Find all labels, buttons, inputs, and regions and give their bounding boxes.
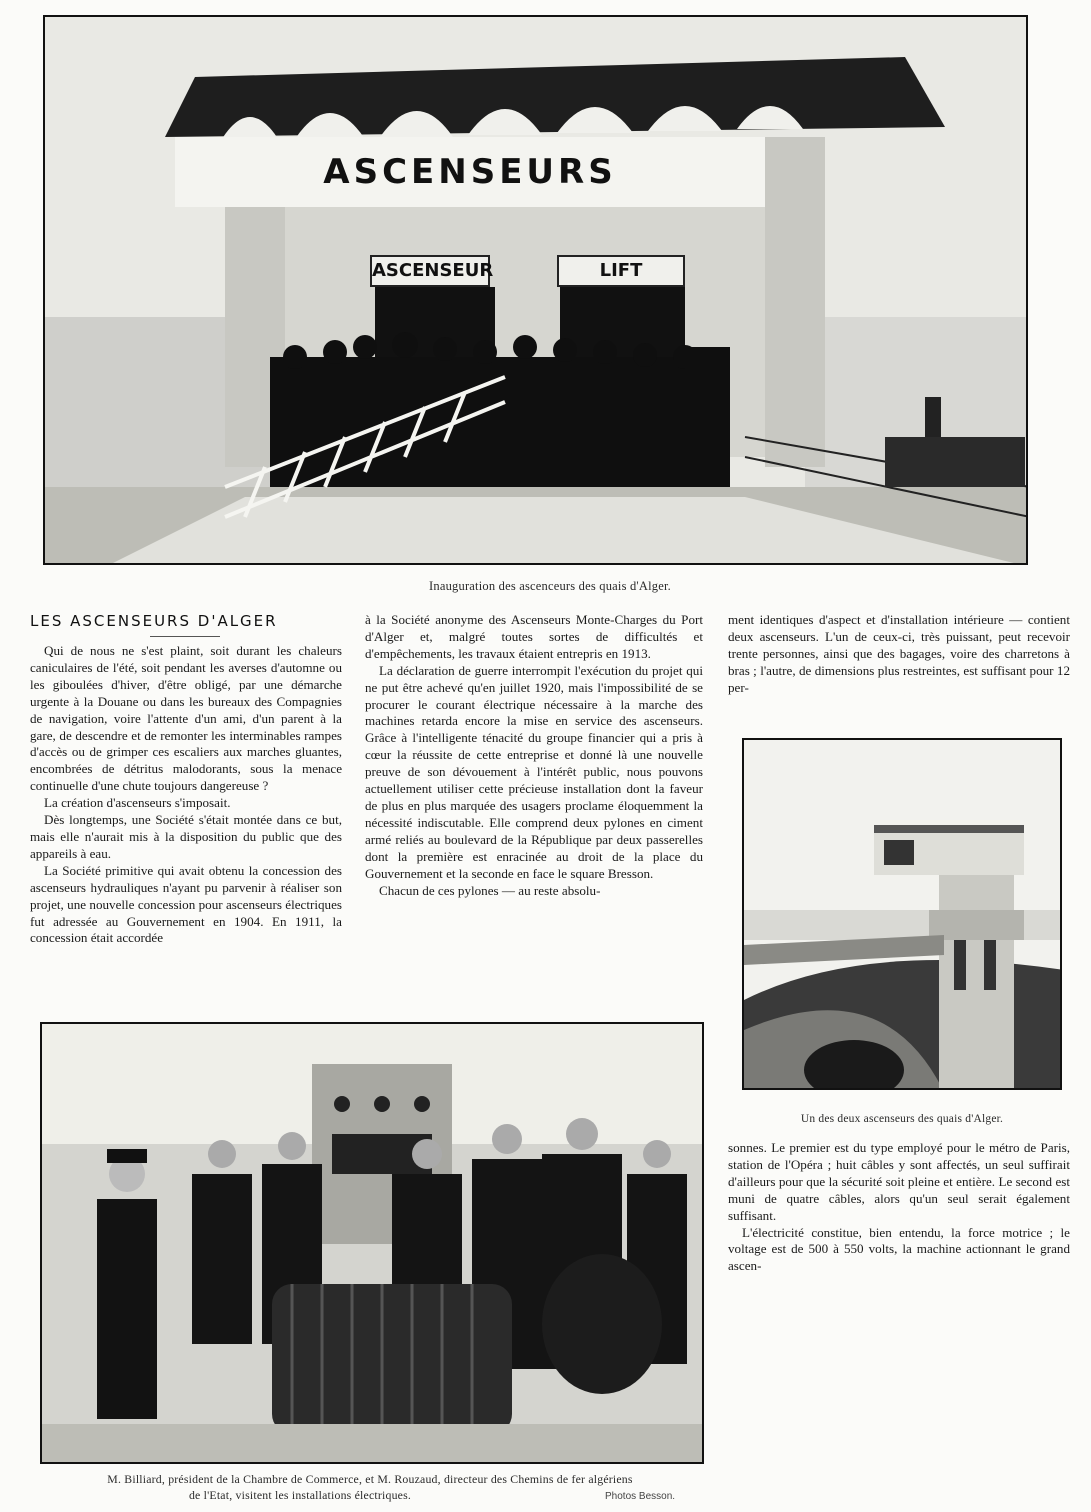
paragraph: L'électricité constitue, bien entendu, la force motrice ; le voltage est de 500 à 550 volts, la machine actionnant le grand ascen- [728,1224,1070,1274]
article-heading: LES ASCENSEURS D'ALGER [30,612,278,630]
paragraph: sonnes. Le premier est du type employé pour le métro de Paris, station de l'Opéra ; huit câbles y sont affectés, un seul suffirait d'ailleurs pour que la sécurité soit pleine et entière. Le second est muni de quatre câbles, alors qu'un seul serait également suffisant. [728,1140,1070,1223]
photo-inauguration-scene [45,17,1028,565]
photo-credit: Photos Besson. [605,1491,676,1502]
article-column-2 [365,612,703,1008]
paragraph: Dès longtemps, une Société s'était montée dans ce but, mais elle n'aurait mis à la disposition du public que des appareils à eau. [30,812,342,861]
paragraph: La création d'ascenseurs s'imposait. [44,795,231,811]
caption-inauguration: Inauguration des ascenceurs des quais d'Alger. [429,579,671,593]
sign-ascenseurs: ASCENSEURS [175,137,765,207]
heading-rule [150,636,220,637]
paragraph: à la Société anonyme des Ascenseurs Monte-Charges du Port d'Alger et, malgré toutes sortes de difficultés et d'empêchements, les travaux étaient entrepris en 1913. [365,612,703,661]
article-column-3-top [728,612,1070,712]
photo-pylon-scene [744,740,1062,1090]
article-column-3-bottom [728,1140,1070,1512]
paragraph: La Société primitive qui avait obtenu la concession des ascenseurs hydrauliques n'ayant pu parvenir à réaliser son projet, une nouvelle concession pour ascenseurs électriques fut adressée au Gouvernement en 1904. En 1911, la concession était accordée [30,862,342,946]
paragraph: La déclaration de guerre interrompit l'exécution du projet qui ne put être achevé qu'en juillet 1920, mais l'impossibilité de se procurer le courant électrique nécessaire à la marche des machines retarda encore la mise en service des ascenseurs. Grâce à l'intelligente ténacité du groupe financier qui a pris à cœur la réussite de cette entreprise et donné là une nouvelle preuve de son dévouement à l'intérêt public, nous pouvons actuellement utiliser cette précieuse installation dont la faveur de plus en plus marquée des usagers proclame éloquemment la nécessité indiscutable. Elle comprend deux pylones en ciment armé reliés au boulevard de la République par deux passerelles dont la première est enracinée au droit de la place du Gouvernement et la seconde en face le square Bresson. [365,662,703,881]
sign-lift: LIFT [557,255,685,287]
caption-machinery-line2: de l'Etat, visitent les installations électriques. [188,1488,412,1502]
photo-inauguration [43,15,1028,565]
paragraph: Qui de nous ne s'est plaint, soit durant les chaleurs caniculaires de l'été, soit pendant les averses d'automne ou les giboulées d'hiver, d'être obligé, par une démarche urgente à la Douane ou dans les bureaux des Compagnies de navigation, voire l'attente d'un ami, d'un parent à la gare, de descendre et de remonter les interminables rampes d'accès ou de grimper ces escaliers aux marches gluantes, encombrées de détritus malodorants, sous la menace continuelle d'une chute toujours dangereuse ? [30,643,342,794]
caption-machinery-line1: M. Billiard, président de la Chambre de Commerce, et M. Rouzaud, directeur des Chemins de fer algériens [107,1472,633,1486]
article-column-1 [30,643,342,1008]
paragraph: ment identiques d'aspect et d'installation intérieure — contient deux ascenseurs. L'un de ceux-ci, très puissant, peut recevoir trente personnes, ainsi que des bagages, voire des charretons à bras ; l'autre, de dimensions plus restreintes, est suffisant pour 12 per- [728,612,1070,695]
photo-pylon [742,738,1062,1090]
photo-machinery-scene [42,1024,704,1464]
sign-ascenseur: ASCENSEUR [370,255,490,287]
caption-pylon: Un des deux ascenseurs des quais d'Alger. [800,1113,1004,1125]
paragraph: Chacun de ces pylones — au reste absolu- [379,882,601,898]
photo-machinery [40,1022,704,1464]
